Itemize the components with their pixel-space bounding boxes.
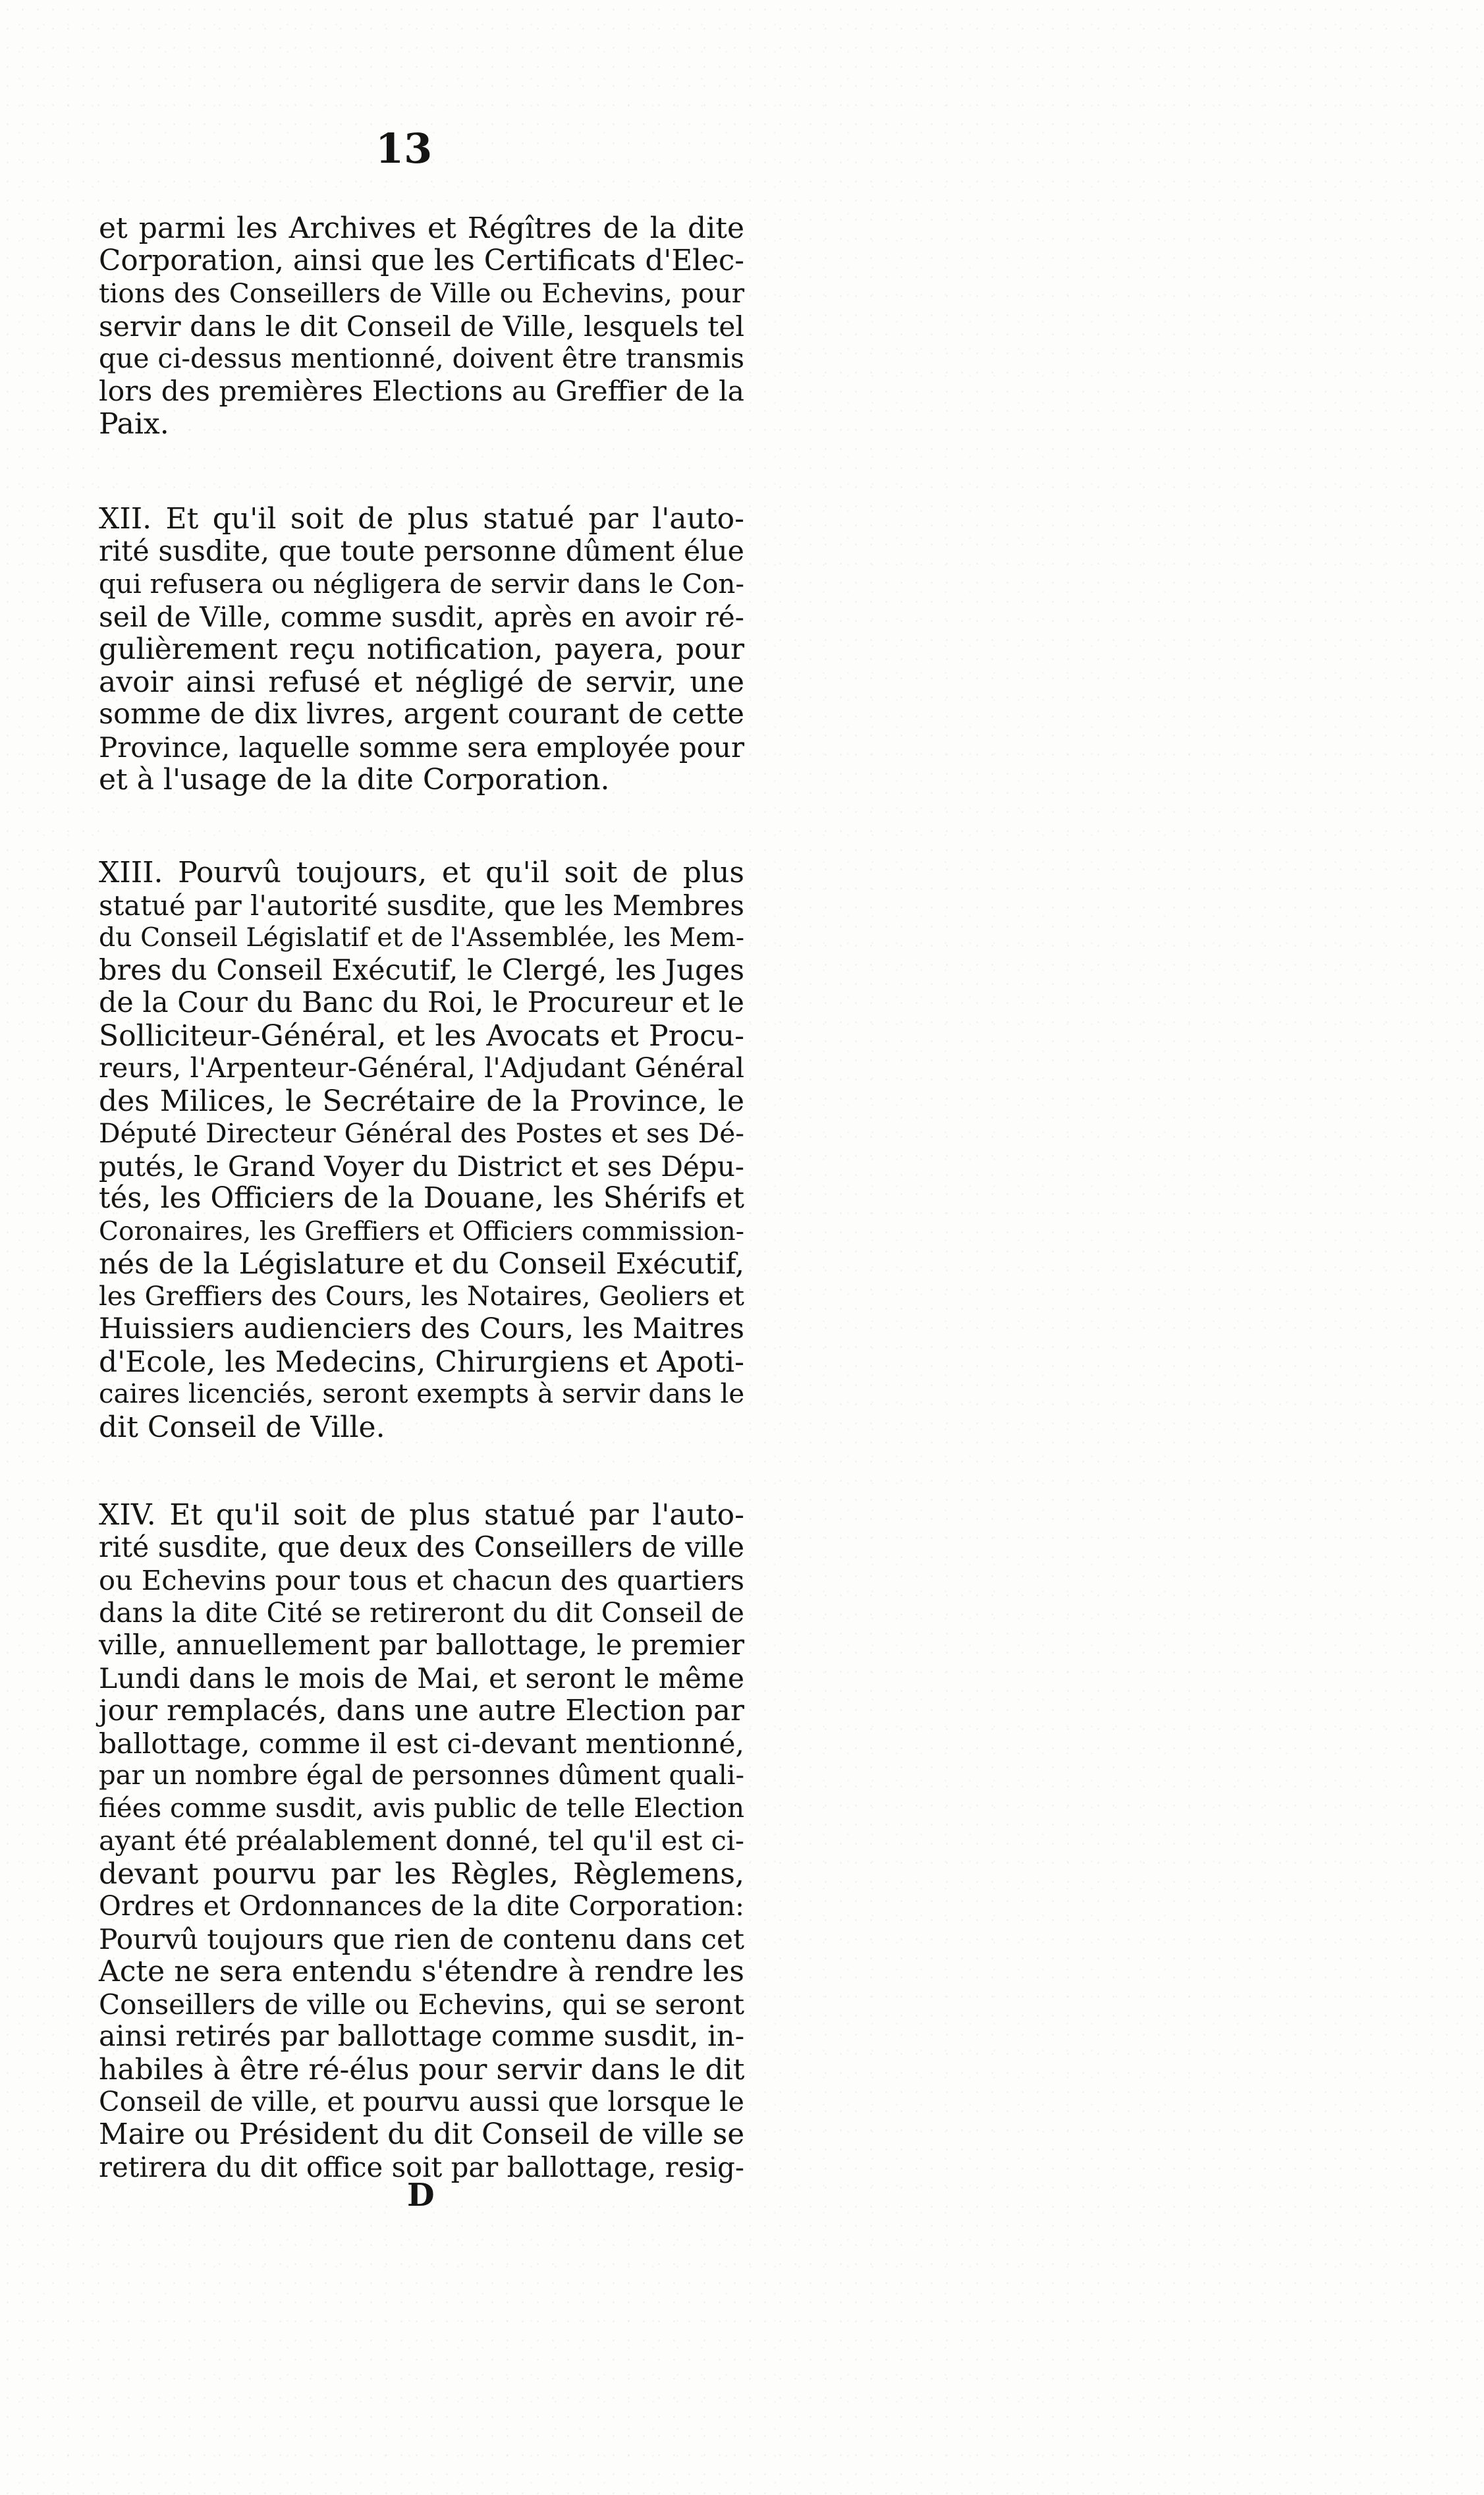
text-line: ballottage, comme il est ci-devant mentionné, xyxy=(99,1727,744,1760)
text-line: Solliciteur-Général, et les Avocats et Procu- xyxy=(99,1019,744,1053)
text-line: des Milices, le Secrétaire de la Province, le xyxy=(99,1084,744,1118)
signature-mark: D xyxy=(407,2177,435,2214)
text-line: XIV. Et qu'il soit de plus statué par l'auto- xyxy=(99,1498,744,1532)
text-line: Corporation, ainsi que les Certificats d'Elec- xyxy=(99,244,744,277)
text-line: jour remplacés, dans une autre Election par xyxy=(99,1694,744,1727)
text-line: putés, le Grand Voyer du District et ses Dépu- xyxy=(99,1150,744,1183)
text-line: de la Cour du Banc du Roi, le Procureur et le xyxy=(99,986,744,1019)
text-line: Conseil de ville, et pourvu aussi que lorsque le xyxy=(99,2086,744,2117)
text-line: fiées comme susdit, avis public de telle Election xyxy=(99,1793,744,1824)
text-line: et à l'usage de la dite Corporation. xyxy=(99,763,610,797)
text-line: Huissiers audienciers des Cours, les Maitres xyxy=(99,1312,745,1345)
paragraph-xiv xyxy=(99,1499,744,2184)
text-line: ville, annuellement par ballottage, le premier xyxy=(99,1629,744,1662)
text-line: avoir ainsi refusé et négligé de servir, une xyxy=(99,665,744,699)
text-line: ou Echevins pour tous et chacun des quartiers xyxy=(99,1564,745,1596)
text-line: tés, les Officiers de la Douane, les Shérifs et xyxy=(99,1182,744,1215)
text-line: Province, laquelle somme sera employée pour xyxy=(99,731,744,764)
text-line: Conseillers de ville ou Echevins, qui se seront xyxy=(99,1988,744,2021)
text-line: tions des Conseillers de Ville ou Echevins, pour xyxy=(99,277,744,309)
text-line: devant pourvu par les Règles, Règlemens, xyxy=(99,1857,744,1891)
text-line: que ci-dessus mentionné, doivent être transmis xyxy=(99,343,744,374)
text-line: Coronaires, les Greffiers et Officiers commission- xyxy=(99,1216,744,1247)
text-line: statué par l'autorité susdite, que les Membres xyxy=(99,889,744,922)
page-number: 13 xyxy=(375,125,433,173)
text-line: seil de Ville, comme susdit, après en avoir ré- xyxy=(99,600,744,633)
text-line: dit Conseil de Ville. xyxy=(99,1410,385,1444)
text-line: dans la dite Cité se retireront du dit Conseil de xyxy=(99,1596,744,1629)
text-line: et parmi les Archives et Régîtres de la dite xyxy=(99,211,744,245)
text-line: du Conseil Législatif et de l'Assemblée, les Mem- xyxy=(99,922,744,953)
text-line: ainsi retirés par ballottage comme susdit, in- xyxy=(99,2020,745,2053)
text-line: XII. Et qu'il soit de plus statué par l'auto- xyxy=(99,502,744,536)
paragraph-continuation xyxy=(99,212,744,441)
text-line: Pourvû toujours que rien de contenu dans cet xyxy=(99,1922,744,1955)
text-line: rité susdite, que toute personne dûment élue xyxy=(99,534,744,568)
text-line: Député Directeur Général des Postes et ses Dé- xyxy=(99,1117,744,1149)
text-line: nés de la Législature et du Conseil Exécutif, xyxy=(99,1247,744,1281)
text-line: XIII. Pourvû toujours, et qu'il soit de plus xyxy=(99,856,744,889)
text-line: retirera du dit office soit par ballottage, resig- xyxy=(99,2151,744,2183)
text-line: lors des premières Elections au Greffier de la xyxy=(99,375,744,408)
text-line: qui refusera ou négligera de servir dans le Con- xyxy=(99,569,744,600)
text-line: Lundi dans le mois de Mai, et seront le même xyxy=(99,1662,744,1695)
text-line: caires licenciés, seront exempts à servir dans le xyxy=(99,1379,745,1409)
text-line: ayant été préalablement donné, tel qu'il est ci- xyxy=(99,1825,744,1857)
text-line: par un nombre égal de personnes dûment quali- xyxy=(99,1760,744,1791)
text-line: les Greffiers des Cours, les Notaires, Geoliers et xyxy=(99,1281,744,1312)
text-line: habiles à être ré-élus pour servir dans le dit xyxy=(99,2052,745,2087)
text-line: gulièrement reçu notification, payera, pour xyxy=(99,632,744,666)
text-line: Ordres et Ordonnances de la dite Corporation: xyxy=(99,1890,744,1922)
text-line: rité susdite, que deux des Conseillers de ville xyxy=(99,1530,744,1564)
text-line: Maire ou Président du dit Conseil de ville se xyxy=(99,2117,745,2151)
text-line: somme de dix livres, argent courant de cette xyxy=(99,698,744,731)
paragraph-xii xyxy=(99,503,744,797)
text-line: bres du Conseil Exécutif, le Clergé, les Juges xyxy=(99,953,745,987)
text-line: servir dans le dit Conseil de Ville, lesquels tel xyxy=(99,310,744,343)
text-line: Paix. xyxy=(99,407,169,441)
paragraph-xiii xyxy=(99,856,744,1444)
text-line: reurs, l'Arpenteur-Général, l'Adjudant Général xyxy=(99,1052,744,1084)
text-line: d'Ecole, les Medecins, Chirurgiens et Apoti- xyxy=(99,1345,744,1379)
text-line: Acte ne sera entendu s'étendre à rendre les xyxy=(99,1955,744,1988)
